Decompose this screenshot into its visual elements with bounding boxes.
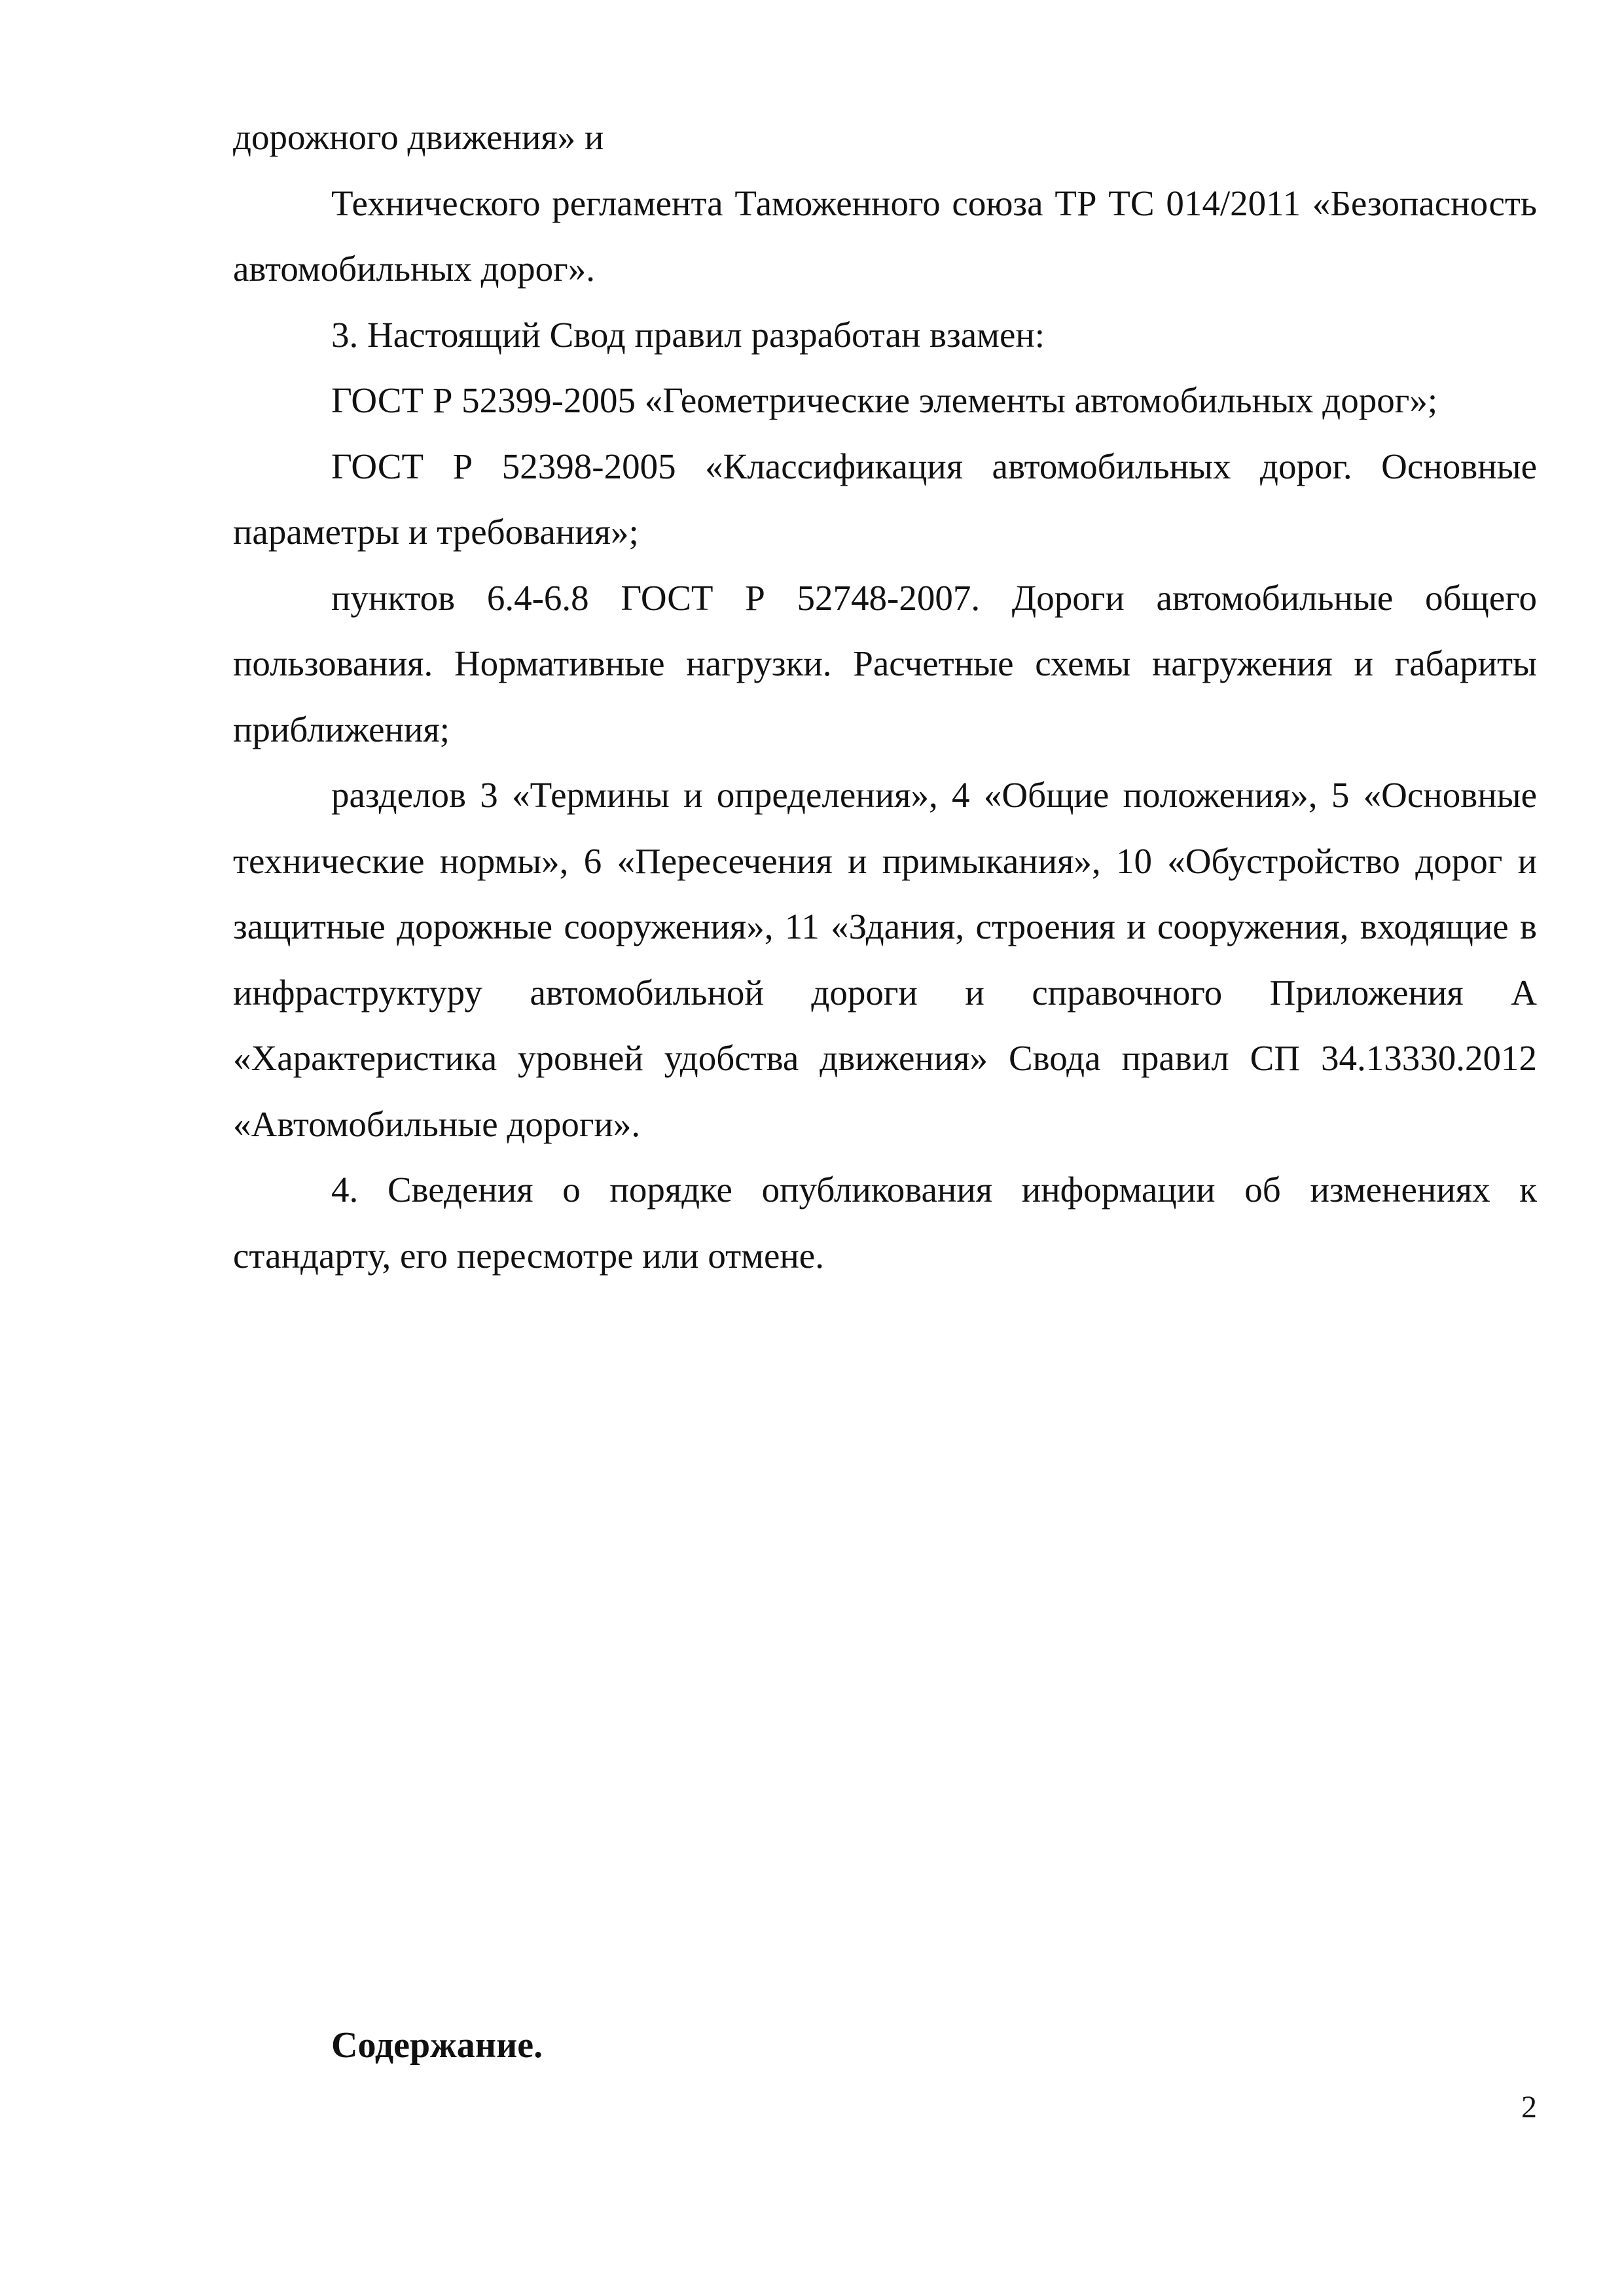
toc-heading: Содержание.: [331, 2025, 543, 2066]
paragraph-gost-52748: пунктов 6.4-6.8 ГОСТ Р 52748-2007. Дороги автомобильные общего пользования. Нормативные нагрузки. Расчетные схемы нагружения и габариты приближения;: [233, 577, 1537, 749]
paragraph-sections: разделов 3 «Термины и определения», 4 «Общие положения», 5 «Основные технические нормы», 6 «Пересечения и примыкания», 10 «Обустройство дорог и защитные дорожные сооружения», 11 «Здания, строения и сооружения, входящие в инфраструктуру автомобильной дороги и справочного Приложения А «Характеристика уровней удобства движения» Свода правил СП 34.13330.2012 «Автомобильные дороги».: [233, 775, 1537, 1144]
paragraph-continuation: дорожного движения» и: [233, 117, 604, 157]
paragraph-item-3: 3. Настоящий Свод правил разработан взамен:: [331, 314, 1045, 355]
paragraph-item-4: 4. Сведения о порядке опубликования информации об изменениях к стандарту, его пересмотре или отмене.: [233, 1170, 1537, 1276]
document-body: [233, 105, 1537, 1289]
paragraph-gost-52399: ГОСТ Р 52399-2005 «Геометрические элементы автомобильных дорог»;: [331, 380, 1438, 420]
paragraph-gost-52398: ГОСТ Р 52398-2005 «Классификация автомобильных дорог. Основные параметры и требования»;: [233, 446, 1537, 552]
paragraph-technical-regulation: Технического регламента Таможенного союза ТР ТС 014/2011 «Безопасность автомобильных дорог».: [233, 183, 1537, 289]
page-number: 2: [1521, 2090, 1537, 2125]
